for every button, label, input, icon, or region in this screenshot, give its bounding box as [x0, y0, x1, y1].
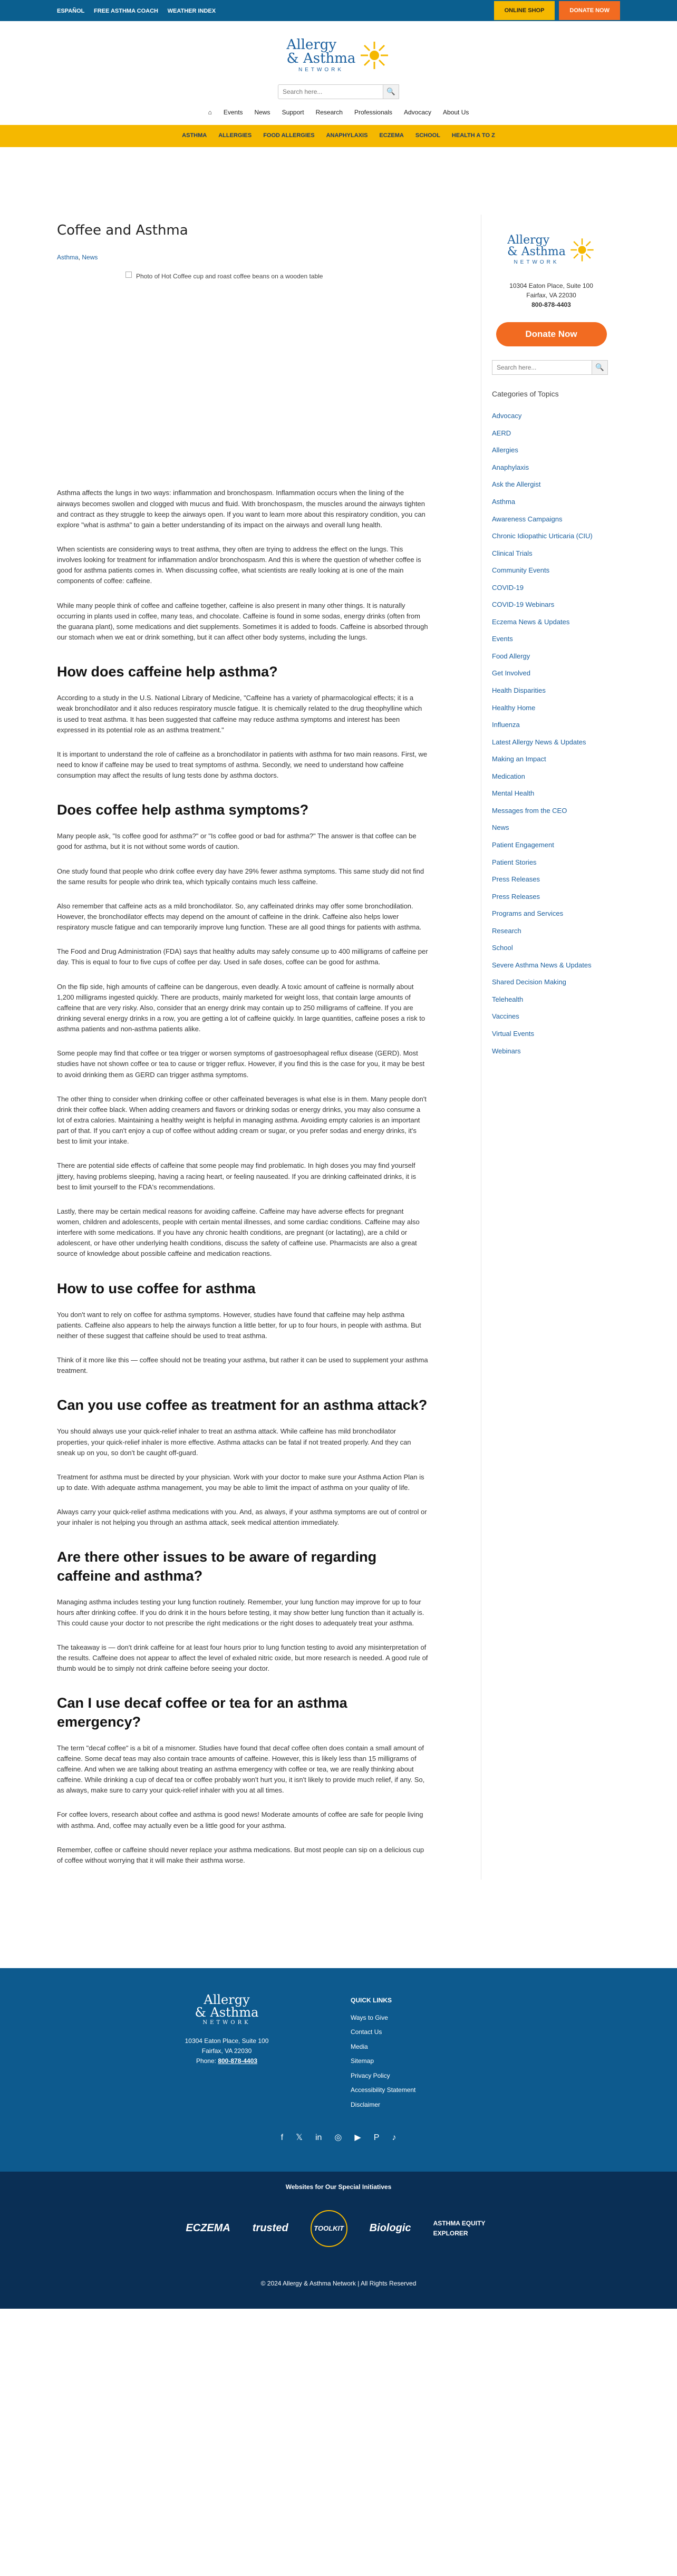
- link-espanol[interactable]: ESPAÑOL: [57, 7, 85, 14]
- logo-line2: & Asthma: [195, 2004, 259, 2020]
- category-link[interactable]: Shared Decision Making: [492, 978, 566, 986]
- topic-allergies[interactable]: ALLERGIES: [218, 132, 252, 139]
- para: When scientists are considering ways to treat asthma, they often are trying to address the effect on the lungs. This involves looking for treatment for inflammation and/or bronchospasm. And this is where the question of whether coffee is good for asthma patients comes in. When discussing coffee, what scientists are really looking at is one of the main components of coffee: caffeine.: [57, 545, 421, 585]
- site-header: [0, 21, 677, 147]
- nav-events[interactable]: Events: [223, 109, 243, 116]
- heading: How does caffeine help asthma?: [57, 664, 278, 680]
- categories-list: [492, 411, 611, 1055]
- categories-heading: Categories of Topics: [492, 389, 559, 398]
- image-alt: Photo of Hot Coffee cup and roast coffee beans on a wooden table: [136, 273, 323, 280]
- footer-link[interactable]: Privacy Policy: [351, 2071, 390, 2079]
- category-link[interactable]: Medication: [492, 772, 525, 780]
- instagram-icon[interactable]: ◎: [334, 2133, 342, 2142]
- category-link[interactable]: Press Releases: [492, 892, 540, 900]
- x-icon[interactable]: 𝕏: [296, 2133, 303, 2142]
- sidebar-search-button[interactable]: 🔍: [592, 360, 608, 375]
- cat-asthma[interactable]: Asthma: [57, 253, 79, 261]
- para: The other thing to consider when drinking coffee or other caffeinated beverages is what else is in them. Many people don't drink their coffee black. When adding creamers and flavors or drinking sodas or energy drinks, you may also consume a lot of extra calories. Maintaining a healthy weight is helpful in managing asthma. Avoiding empty calories is an important part of that. If you can't enjoy a cup of coffee without adding cream or sugar, or you prefer sodas and energy drinks, it's best to limit your intake.: [57, 1095, 427, 1146]
- category-link[interactable]: Mental Health: [492, 789, 535, 798]
- brand-trusted[interactable]: trusted: [252, 2222, 288, 2234]
- para: Also remember that caffeine acts as a mild bronchodilator. So, any caffeinated drinks may offer some bronchodilation. However, the bronchodilator effects may depend on the amount of caffeine in the drink. Caffeine also helps lower respiratory muscle fatigue and can temporarily improve lung function. These are all good things for patients with asthma.: [57, 902, 422, 932]
- broken-image-icon: [125, 272, 132, 278]
- para: Many people ask, "Is coffee good for asthma?" or "Is coffee good or bad for asthma?" The answer is that coffee can be good for asthma, but it is not without some words of caution.: [57, 832, 417, 851]
- para: Think of it more like this — coffee should not be treating your asthma, but rather it can be used to supplement your asthma treatment.: [57, 1356, 428, 1375]
- donate-now-button[interactable]: DONATE NOW: [559, 1, 620, 20]
- logo-line1: Allergy: [507, 233, 550, 247]
- logo-line2: & Asthma: [507, 245, 566, 258]
- footer-link[interactable]: Ways to Give: [351, 2013, 388, 2021]
- category-link[interactable]: Anaphylaxis: [492, 463, 529, 471]
- sidebar-search: [492, 360, 611, 375]
- link-weather-index[interactable]: WEATHER INDEX: [167, 7, 216, 14]
- logo-line1: Allergy: [286, 37, 337, 53]
- para: There are potential side effects of caffeine that some people may find problematic. In high doses you may find yourself jittery, having problems sleeping, having a racing heart, or feeling nauseated. If you are drinking caffeinated drinks, it is best to limit yourself to the FDA's recommendations.: [57, 1161, 416, 1191]
- logo-line2: & Asthma: [286, 51, 356, 66]
- category-link[interactable]: Get Involved: [492, 669, 530, 677]
- category-link[interactable]: Influenza: [492, 721, 520, 729]
- heading: How to use coffee for asthma: [57, 1280, 256, 1296]
- online-shop-button[interactable]: ONLINE SHOP: [494, 1, 555, 20]
- footer-link[interactable]: Contact Us: [351, 2028, 382, 2036]
- para: For coffee lovers, research about coffee and asthma is good news! Moderate amounts of coffee are safe for people living with asthma. And, coffee may actually even be a little good for your asthma.: [57, 1810, 423, 1829]
- home-icon[interactable]: ⌂: [208, 109, 212, 116]
- category-link[interactable]: Press Releases: [492, 875, 540, 884]
- category-link[interactable]: Asthma: [492, 498, 516, 506]
- main-nav: [0, 108, 677, 118]
- nav-about[interactable]: About Us: [443, 109, 469, 116]
- logo-line3: NETWORK: [298, 67, 344, 73]
- nav-support[interactable]: Support: [282, 109, 304, 116]
- footer-link[interactable]: Disclaimer: [351, 2101, 381, 2109]
- topic-eczema[interactable]: ECZEMA: [379, 132, 404, 139]
- para: Some people may find that coffee or tea trigger or worsen symptoms of gastroesophageal reflux disease (GERD). Most studies have not shown coffee or tea to cause or trigger reflux. However, if you find this is the case for you, it may be best to avoid drinking them as GERD can trigger asthma symptoms.: [57, 1049, 425, 1079]
- para: The takeaway is — don't drink caffeine for at least four hours prior to lung function testing to avoid any misinterpretation of the results. Caffeine does not appear to affect the level of exhaled nitric oxide, but more research is needed. A good rule of thumb would be to simply not drink caffeine before seeing your doctor.: [57, 1643, 428, 1673]
- heading: Can I use decaf coffee or tea for an asthma emergency?: [57, 1695, 347, 1730]
- category-link[interactable]: Patient Stories: [492, 858, 537, 866]
- footer-addr2: Fairfax, VA 22030: [201, 2047, 252, 2055]
- brand-toolkit[interactable]: TOOLKIT: [311, 2210, 347, 2247]
- sidebar: [481, 215, 611, 1880]
- initiatives-title: Websites for Our Special Initiatives: [285, 2183, 392, 2191]
- para: It is important to understand the role of caffeine as a bronchodilator in patients with asthma for two main reasons. First, we need to know if caffeine may be used to treat symptoms of asthma. Secondly, we need to understand how caffeine consumption may affect the results of lung tests done by asthma doctors.: [57, 750, 428, 780]
- logo-line1: Allergy: [204, 1992, 250, 2007]
- para: On the flip side, high amounts of caffeine can be dangerous, even deadly. A toxic amount of caffeine is normally about 1,200 milligrams ingested quickly. There are products, mainly marketed for weight loss, that contain large amounts of caffeine that are very risky. Also, consider that an energy drink may contain up to 250 milligrams of caffeine. If you are drinking several energy drinks in a row, you are getting a lot of caffeine quickly. In large quantities, caffeine poses a risk to asthma patients and non-asthma patients alike.: [57, 982, 425, 1033]
- topic-anaphylaxis[interactable]: ANAPHYLAXIS: [326, 132, 368, 139]
- category-link[interactable]: Patient Engagement: [492, 840, 554, 849]
- category-link[interactable]: Health Disparities: [492, 686, 546, 695]
- para: The Food and Drug Administration (FDA) says that healthy adults may safely consume up to 400 milligrams of caffeine per day. This is equal to four to five cups of coffee per day. Used in safe doses, coffee can be good for asthma.: [57, 947, 428, 966]
- category-link[interactable]: Allergies: [492, 446, 518, 454]
- linkedin-icon[interactable]: in: [315, 2133, 322, 2142]
- addr-line2: Fairfax, VA 22030: [526, 291, 576, 299]
- para: Always carry your quick-relief asthma medications with you. And, as always, if your asthma symptoms are out of control or your inhaler is not helping you through an asthma attack, seek medical attention immediately.: [57, 1508, 427, 1527]
- cat-news[interactable]: News: [82, 253, 98, 261]
- logo-line3: NETWORK: [202, 2019, 251, 2026]
- para: One study found that people who drink coffee every day have 29% fewer asthma symptoms. This same study did not find the same results for people who drink tea, which typically contains much less caffeine.: [57, 867, 424, 886]
- sidebar-logo[interactable]: [492, 235, 611, 265]
- top-bar: [0, 0, 677, 21]
- footer-phone-label: Phone:: [196, 2057, 216, 2065]
- category-link[interactable]: Making an Impact: [492, 755, 546, 763]
- sidebar-search-input[interactable]: [492, 360, 592, 375]
- pinterest-icon[interactable]: P: [373, 2133, 380, 2142]
- article-image: [57, 272, 428, 488]
- nav-research[interactable]: Research: [315, 109, 343, 116]
- sun-icon: [569, 237, 595, 263]
- para: You should always use your quick-relief inhaler to treat an asthma attack. While caffeine has mild bronchodilator properties, your quick-relief inhaler is more effective. Asthma attacks can be fatal if not treated properly. And they can sneak up on you, so don't be caught off-guard.: [57, 1427, 411, 1457]
- page-title: Coffee and Asthma: [57, 222, 188, 238]
- category-link[interactable]: News: [492, 824, 509, 832]
- footer-link[interactable]: Media: [351, 2042, 368, 2050]
- category-link[interactable]: Chronic Idiopathic Urticaria (CIU): [492, 532, 593, 540]
- category-link[interactable]: Latest Allergy News & Updates: [492, 738, 586, 746]
- article: [57, 215, 437, 1880]
- footer-addr1: 10304 Eaton Place, Suite 100: [185, 2037, 269, 2045]
- category-link[interactable]: School: [492, 944, 513, 952]
- footer-link[interactable]: Accessibility Statement: [351, 2086, 416, 2094]
- quick-links-title: QUICK LINKS: [351, 1996, 392, 2004]
- category-link[interactable]: Ask the Allergist: [492, 480, 541, 489]
- header-search: [0, 84, 677, 99]
- para: Asthma affects the lungs in two ways: inflammation and bronchospasm. Inflammation occurs when the lining of the airways becomes swollen and clogged with mucus and fluid. With bronchospasm, the muscles around the airways tighten and contract as they struggle to keep the airways open. If you want to learn more about this respiratory condition, you can explore "what is asthma" to gain a better understanding of its impact on the airways and overall lung health.: [57, 489, 425, 529]
- category-link[interactable]: Clinical Trials: [492, 549, 533, 557]
- footer-brand: [158, 1993, 295, 2067]
- para: Lastly, there may be certain medical reasons for avoiding caffeine. Caffeine may have adverse effects for pregnant women, children and adolescents, people with certain mental illnesses, and some cardiac conditions. Caffeine may also interfere with some medications. If you have any chronic health conditions, are pregnant (or lactating), are a child or adolescent, or have other underlying health conditions, discuss the safety of caffeine use. Pharmacists are also a great source of knowledge about possible caffeine and medication reactions.: [57, 1207, 420, 1258]
- para: Managing asthma includes testing your lung function routinely. Remember, your lung function may improve for up to four hours after drinking coffee. If you do drink it in the hours before testing, it may show better lung function than it actually is. This could cause your doctor to not prescribe the right medications or the right doses to adequately treat your asthma.: [57, 1597, 424, 1627]
- category-link[interactable]: Programs and Services: [492, 909, 564, 918]
- youtube-icon[interactable]: ▶: [354, 2133, 361, 2142]
- category-link[interactable]: Eczema News & Updates: [492, 617, 570, 626]
- topic-food-allergies[interactable]: FOOD ALLERGIES: [263, 132, 315, 139]
- brand-eczema[interactable]: ECZEMA: [186, 2222, 230, 2234]
- nav-professionals[interactable]: Professionals: [354, 109, 392, 116]
- logo-line3: NETWORK: [514, 259, 559, 265]
- tiktok-icon[interactable]: ♪: [392, 2133, 396, 2142]
- link-asthma-coach[interactable]: FREE ASTHMA COACH: [93, 7, 158, 14]
- category-link[interactable]: Food Allergy: [492, 652, 530, 660]
- category-link[interactable]: COVID-19: [492, 583, 524, 592]
- sidebar-donate-button[interactable]: Donate Now: [496, 322, 607, 346]
- category-link[interactable]: Webinars: [492, 1047, 521, 1055]
- category-link[interactable]: Virtual Events: [492, 1029, 534, 1038]
- nav-news[interactable]: News: [254, 109, 270, 116]
- para: Treatment for asthma must be directed by your physician. Work with your doctor to make sure your Asthma Action Plan is up to date. With adequate asthma management, you may be able to limit the impact of asthma on your quality of life.: [57, 1473, 424, 1492]
- category-link[interactable]: Messages from the CEO: [492, 806, 567, 815]
- article-categories: Asthma, News: [57, 253, 98, 261]
- social-icons: [0, 2132, 677, 2145]
- category-link[interactable]: Healthy Home: [492, 703, 536, 712]
- phone[interactable]: 800-878-4403: [531, 301, 571, 308]
- category-link[interactable]: Advocacy: [492, 412, 522, 420]
- category-link[interactable]: Vaccines: [492, 1012, 519, 1021]
- copyright: © 2024 Allergy & Asthma Network | All Rights Reserved: [260, 2280, 417, 2288]
- sidebar-address: [492, 281, 611, 309]
- footer: [0, 1968, 677, 2172]
- heading: Does coffee help asthma symptoms?: [57, 802, 309, 818]
- category-link[interactable]: COVID-19 Webinars: [492, 601, 555, 609]
- search-input[interactable]: [278, 84, 383, 99]
- para: While many people think of coffee and caffeine together, caffeine is also present in many other things. It is naturally occurring in plants used in coffee, many teas, and chocolate. Caffeine is found in some sodas, energy drinks (often from the guarana plant), some medications and diet supplements. Sometimes it is added to foods. Caffeine is absorbed through our stomach when we eat or drink something, but it can affect other body systems, including the lungs.: [57, 601, 428, 642]
- facebook-icon[interactable]: f: [281, 2133, 284, 2142]
- para: You don't want to rely on coffee for asthma symptoms. However, studies have found that caffeine may help asthma patients. Caffeine also appears to help the airways function a little better, for up to four hours, in people with asthma. But neither of these suggest that caffeine should be used to treat asthma.: [57, 1310, 421, 1340]
- category-link[interactable]: Events: [492, 635, 513, 643]
- heading: Can you use coffee as treatment for an asthma attack?: [57, 1397, 428, 1413]
- category-link[interactable]: Telehealth: [492, 995, 524, 1003]
- footer-link[interactable]: Sitemap: [351, 2057, 374, 2065]
- para: The term "decaf coffee" is a bit of a misnomer. Studies have found that decaf coffee often does contain a small amount of caffeine. Some decaf teas may also contain trace amounts of caffeine. However, this is likely less than 15 milligrams of caffeine. And when we are talking about treating an asthma emergency with coffee or tea, we are really thinking about caffeine. While drinking a cup of decaf tea or coffee probably won't hurt you, it isn't likely to provide much relief, if any. So, as always, make sure to carry your quick-relief inhaler with you at all times.: [57, 1744, 425, 1795]
- topic-nav: [0, 125, 677, 147]
- heading: Are there other issues to be aware of regarding caffeine and asthma?: [57, 1549, 377, 1584]
- category-link[interactable]: Community Events: [492, 566, 550, 575]
- topic-health-a-to-z[interactable]: HEALTH A TO Z: [451, 132, 495, 139]
- footer-phone[interactable]: 800-878-4403: [218, 2057, 258, 2065]
- footer-initiatives: [0, 2172, 677, 2309]
- brand-asthma-equity[interactable]: ASTHMA EQUITY EXPLORER: [433, 2219, 486, 2237]
- category-link[interactable]: Research: [492, 926, 521, 935]
- site-logo[interactable]: [287, 38, 391, 73]
- topic-asthma[interactable]: ASTHMA: [182, 132, 207, 139]
- brand-biologic[interactable]: Biologic: [369, 2222, 411, 2234]
- addr-line1: 10304 Eaton Place, Suite 100: [509, 282, 593, 289]
- para: Remember, coffee or caffeine should never replace your asthma medications. But most people can sip on a delicious cup of coffee without worrying that it will make their asthma worse.: [57, 1845, 424, 1864]
- nav-advocacy[interactable]: Advocacy: [404, 109, 432, 116]
- sun-icon: [359, 40, 390, 71]
- category-link[interactable]: Awareness Campaigns: [492, 515, 563, 523]
- topic-school[interactable]: SCHOOL: [415, 132, 440, 139]
- search-button[interactable]: 🔍: [383, 84, 399, 99]
- category-link[interactable]: AERD: [492, 429, 511, 437]
- para: According to a study in the U.S. National Library of Medicine, "Caffeine has a variety of pharmacological effects; it is a weak bronchodilator and it also reduces respiratory muscle fatigue. It is chemically related to the drug theophylline which is used to treat asthma. It has been suggested that caffeine may reduce asthma symptoms and interest has been expressed in its potential role as an asthma treatment.": [57, 694, 422, 734]
- quick-links: [351, 1996, 415, 2115]
- category-link[interactable]: Severe Asthma News & Updates: [492, 961, 592, 969]
